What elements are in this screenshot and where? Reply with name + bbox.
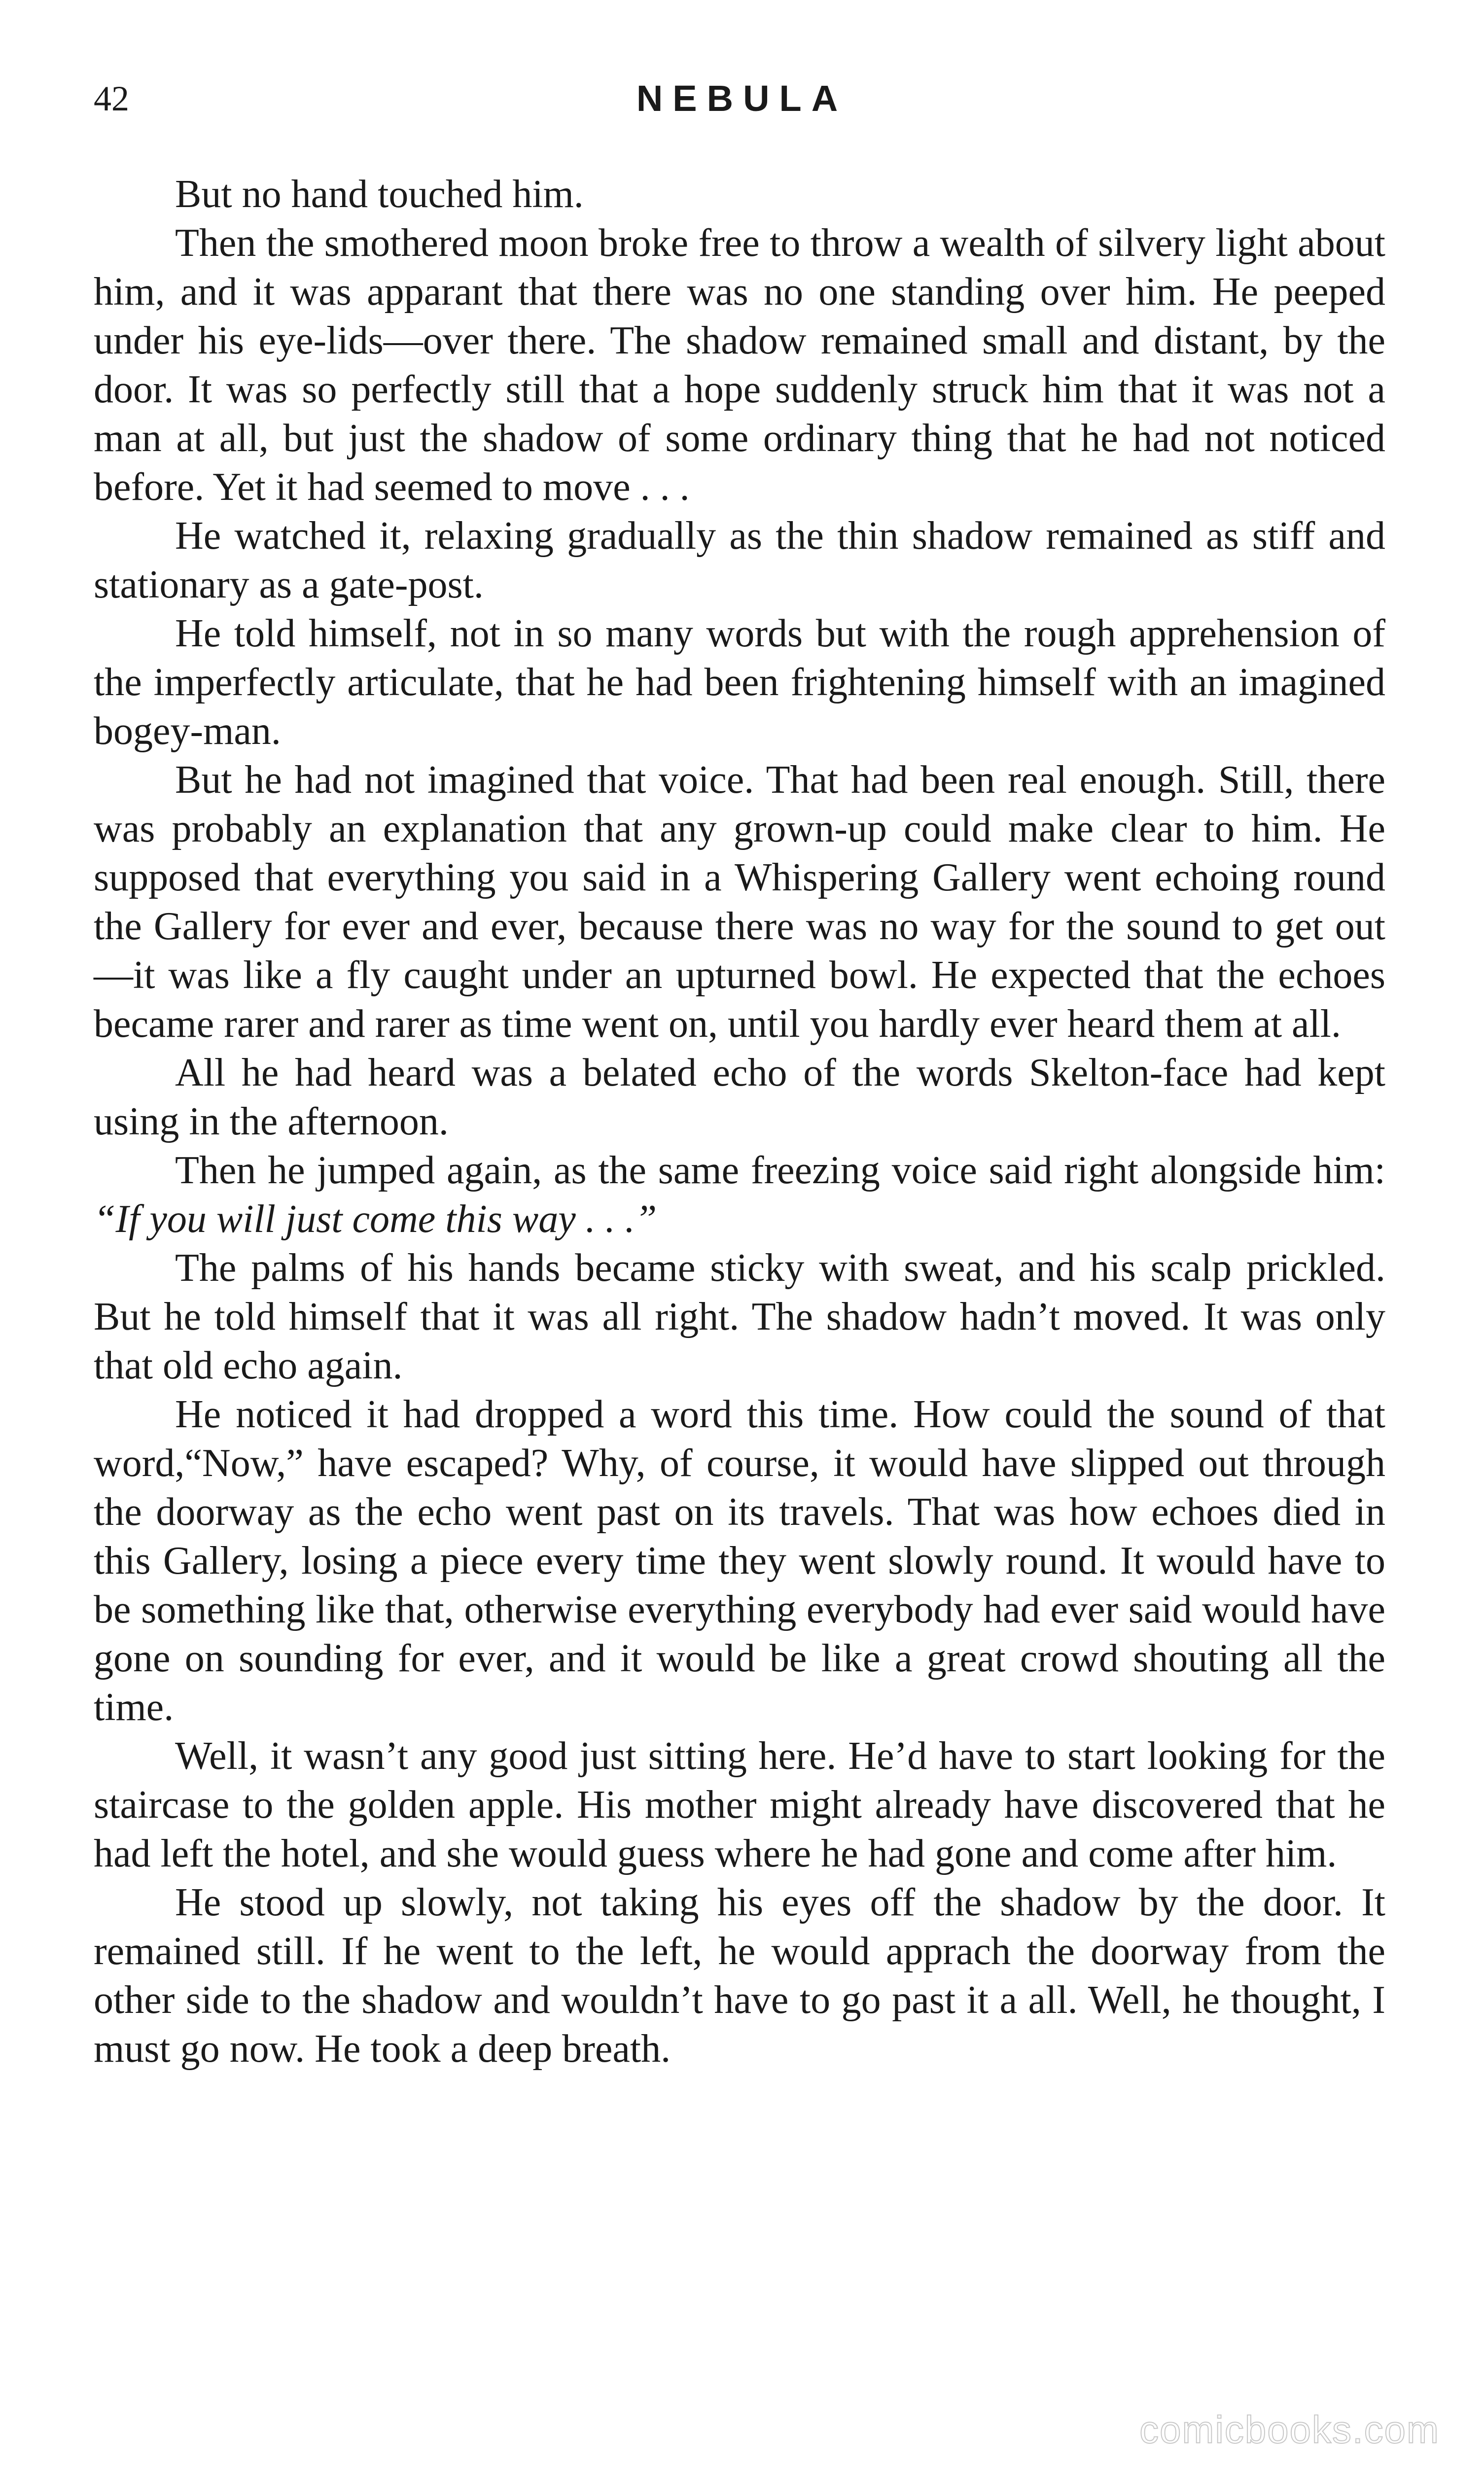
- paragraph-text: Then he jumped again, as the same freezing voice said right alongside him:: [175, 1149, 1385, 1192]
- paragraph: Well, it wasn’t any good just sitting here. He’d have to start looking for the staircase to the golden apple. His mother might already have discovered that he had left the hotel, and she would guess where he had gone and come after him.: [94, 1734, 1385, 1875]
- paragraph: The palms of his hands became sticky with sweat, and his scalp prickled. But he told himself that it was all right. The shadow hadn’t moved. It was only that old echo again.: [94, 1246, 1385, 1387]
- paragraph: But no hand touched him.: [175, 173, 584, 216]
- paragraph: He watched it, relaxing gradually as the thin shadow remained as stiff and stationary as a gate-post.: [94, 514, 1385, 606]
- story-text: [94, 170, 1385, 2074]
- paragraph: He stood up slowly, not taking his eyes off the shadow by the door. It remained still. If he went to the left, he would apprach the doorway from the other side to the shadow and wouldn’t have to go past it a all. Well, he thought, I must go now. He took a deep breath.: [94, 1881, 1385, 2071]
- paragraph: All he had heard was a belated echo of the words Skelton-face had kept using in the afternoon.: [94, 1051, 1385, 1143]
- paragraph: Then the smothered moon broke free to throw a wealth of silvery light about him, and it was apparant that there was no one standing over him. He peeped under his eye-lids—over there. The shadow remained small and distant, by the door. It was so perfectly still that a hope suddenly struck him that it was not a man at all, but just the shadow of some ordinary thing that he had not noticed before. Yet it had seemed to move . . .: [94, 221, 1385, 509]
- paragraph: [94, 1146, 1385, 1244]
- watermark: comicbooks.com: [1139, 2408, 1440, 2451]
- paragraph: He told himself, not in so many words but with the rough apprehension of the imperfectly articulate, that he had been frightening himself with an imagined bogey-man.: [94, 612, 1385, 753]
- running-title: NEBULA: [636, 78, 848, 119]
- paragraph: But he had not imagined that voice. That had been real enough. Still, there was probably an explanation that any grown-up could make clear to him. He supposed that everything you said in a Whispering Gallery went echoing round the Gallery for ever and ever, because there was no way for the sound to get out—it was like a fly caught under an upturned bowl. He expected that the echoes became rarer and rarer as time went on, until you hardly ever heard them at all.: [94, 758, 1385, 1046]
- italic-quote: “If you will just come this way . . .”: [94, 1197, 657, 1241]
- page-header: [94, 71, 1390, 126]
- paragraph: He noticed it had dropped a word this time. How could the sound of that word,“Now,” have escaped? Why, of course, it would have slipped out through the doorway as the echo went past on its travels. That was how echoes died in this Gallery, losing a piece every time they went slowly round. It would have to be something like that, otherwise everything everybody had ever said would have gone on sounding for ever, and it would be like a great crowd shouting all the time.: [94, 1393, 1385, 1729]
- page-number: 42: [94, 79, 129, 118]
